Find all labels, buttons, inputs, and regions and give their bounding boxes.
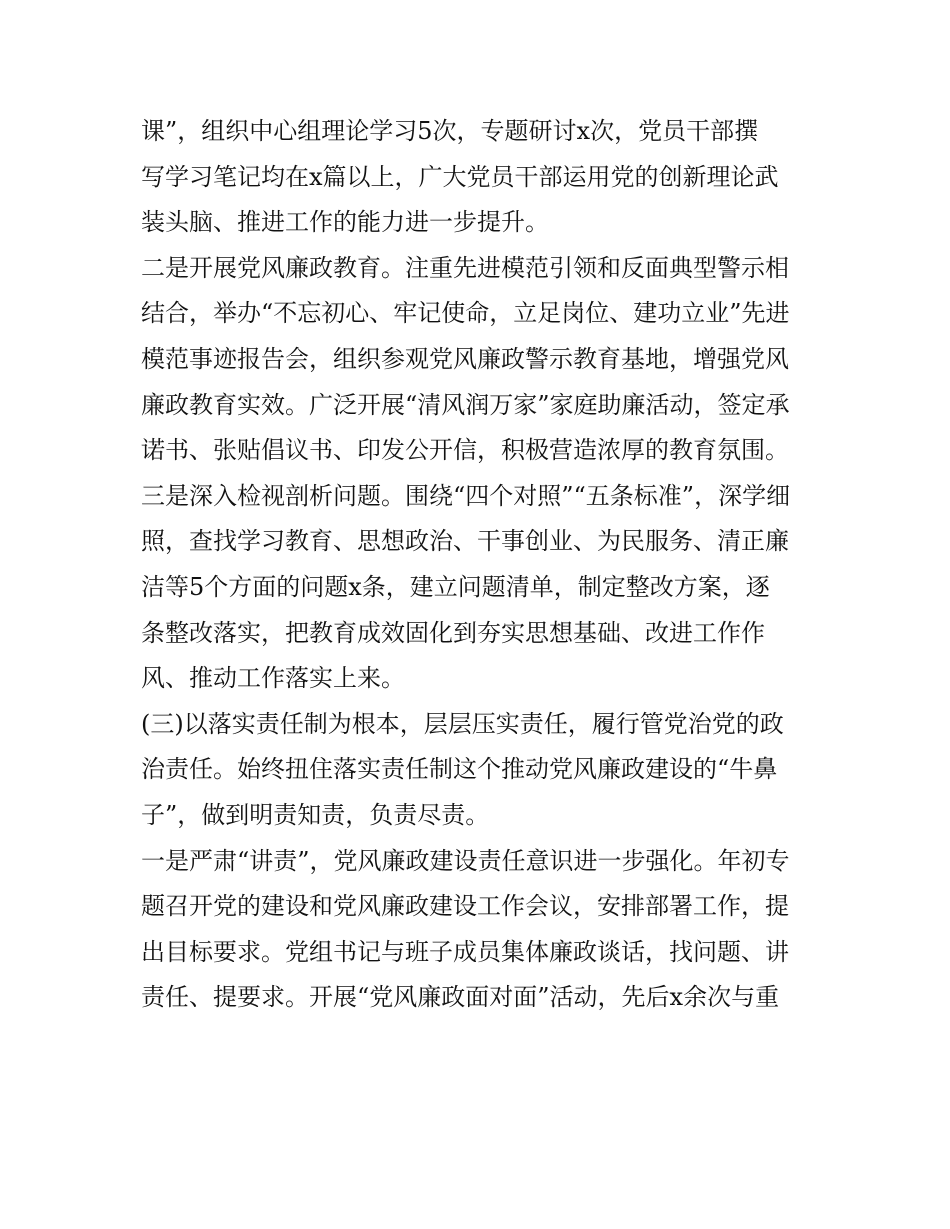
text-line: 出目标要求。党组书记与班子成员集体廉政谈话，找问题、讲 [141, 937, 789, 966]
text-line: 洁等5个方面的问题x条，建立问题清单，制定整改方案，逐 [141, 572, 770, 601]
text-line: 照，查找学习教育、思想政治、干事创业、为民服务、清正廉 [141, 527, 789, 556]
text-line: 装头脑、推进工作的能力进一步提升。 [141, 208, 549, 237]
text-line: 条整改落实，把教育成效固化到夯实思想基础、改进工作作 [141, 618, 765, 647]
text-line: 一是严肃“讲责”，党风廉政建设责任意识进一步强化。年初专 [141, 846, 790, 875]
body-text [141, 109, 821, 1021]
text-line: 子”，做到明责知责，负责尽责。 [141, 800, 490, 829]
text-line: 结合，举办“不忘初心、牢记使命，立足岗位、建功立业”先进 [141, 299, 790, 328]
text-line: 治责任。始终扭住落实责任制这个推动党风廉政建设的“牛鼻 [141, 755, 778, 784]
text-line: 写学习笔记均在x篇以上，广大党员干部运用党的创新理论武 [141, 162, 779, 191]
text-line: 课”，组织中心组理论学习5次，专题研讨x次，党员干部撰 [141, 117, 759, 145]
text-line: 风、推动工作落实上来。 [141, 664, 405, 693]
text-line: 责任、提要求。开展“党风廉政面对面”活动，先后x余次与重 [141, 983, 780, 1012]
text-line: (三)以落实责任制为根本，层层压实责任，履行管党治党的政 [141, 709, 784, 738]
text-line: 廉政教育实效。广泛开展“清风润万家”家庭助廉活动，签定承 [141, 390, 790, 419]
text-line: 题召开党的建设和党风廉政建设工作会议，安排部署工作，提 [141, 892, 789, 921]
text-line: 模范事迹报告会，组织参观党风廉政警示教育基地，增强党风 [141, 344, 789, 373]
text-line: 三是深入检视剖析问题。围绕“四个对照”“五条标准”，深学细 [141, 481, 791, 510]
text-line: 诺书、张贴倡议书、印发公开信，积极营造浓厚的教育氛围。 [141, 436, 789, 465]
text-line: 二是开展党风廉政教育。注重先进模范引领和反面典型警示相 [141, 253, 789, 282]
